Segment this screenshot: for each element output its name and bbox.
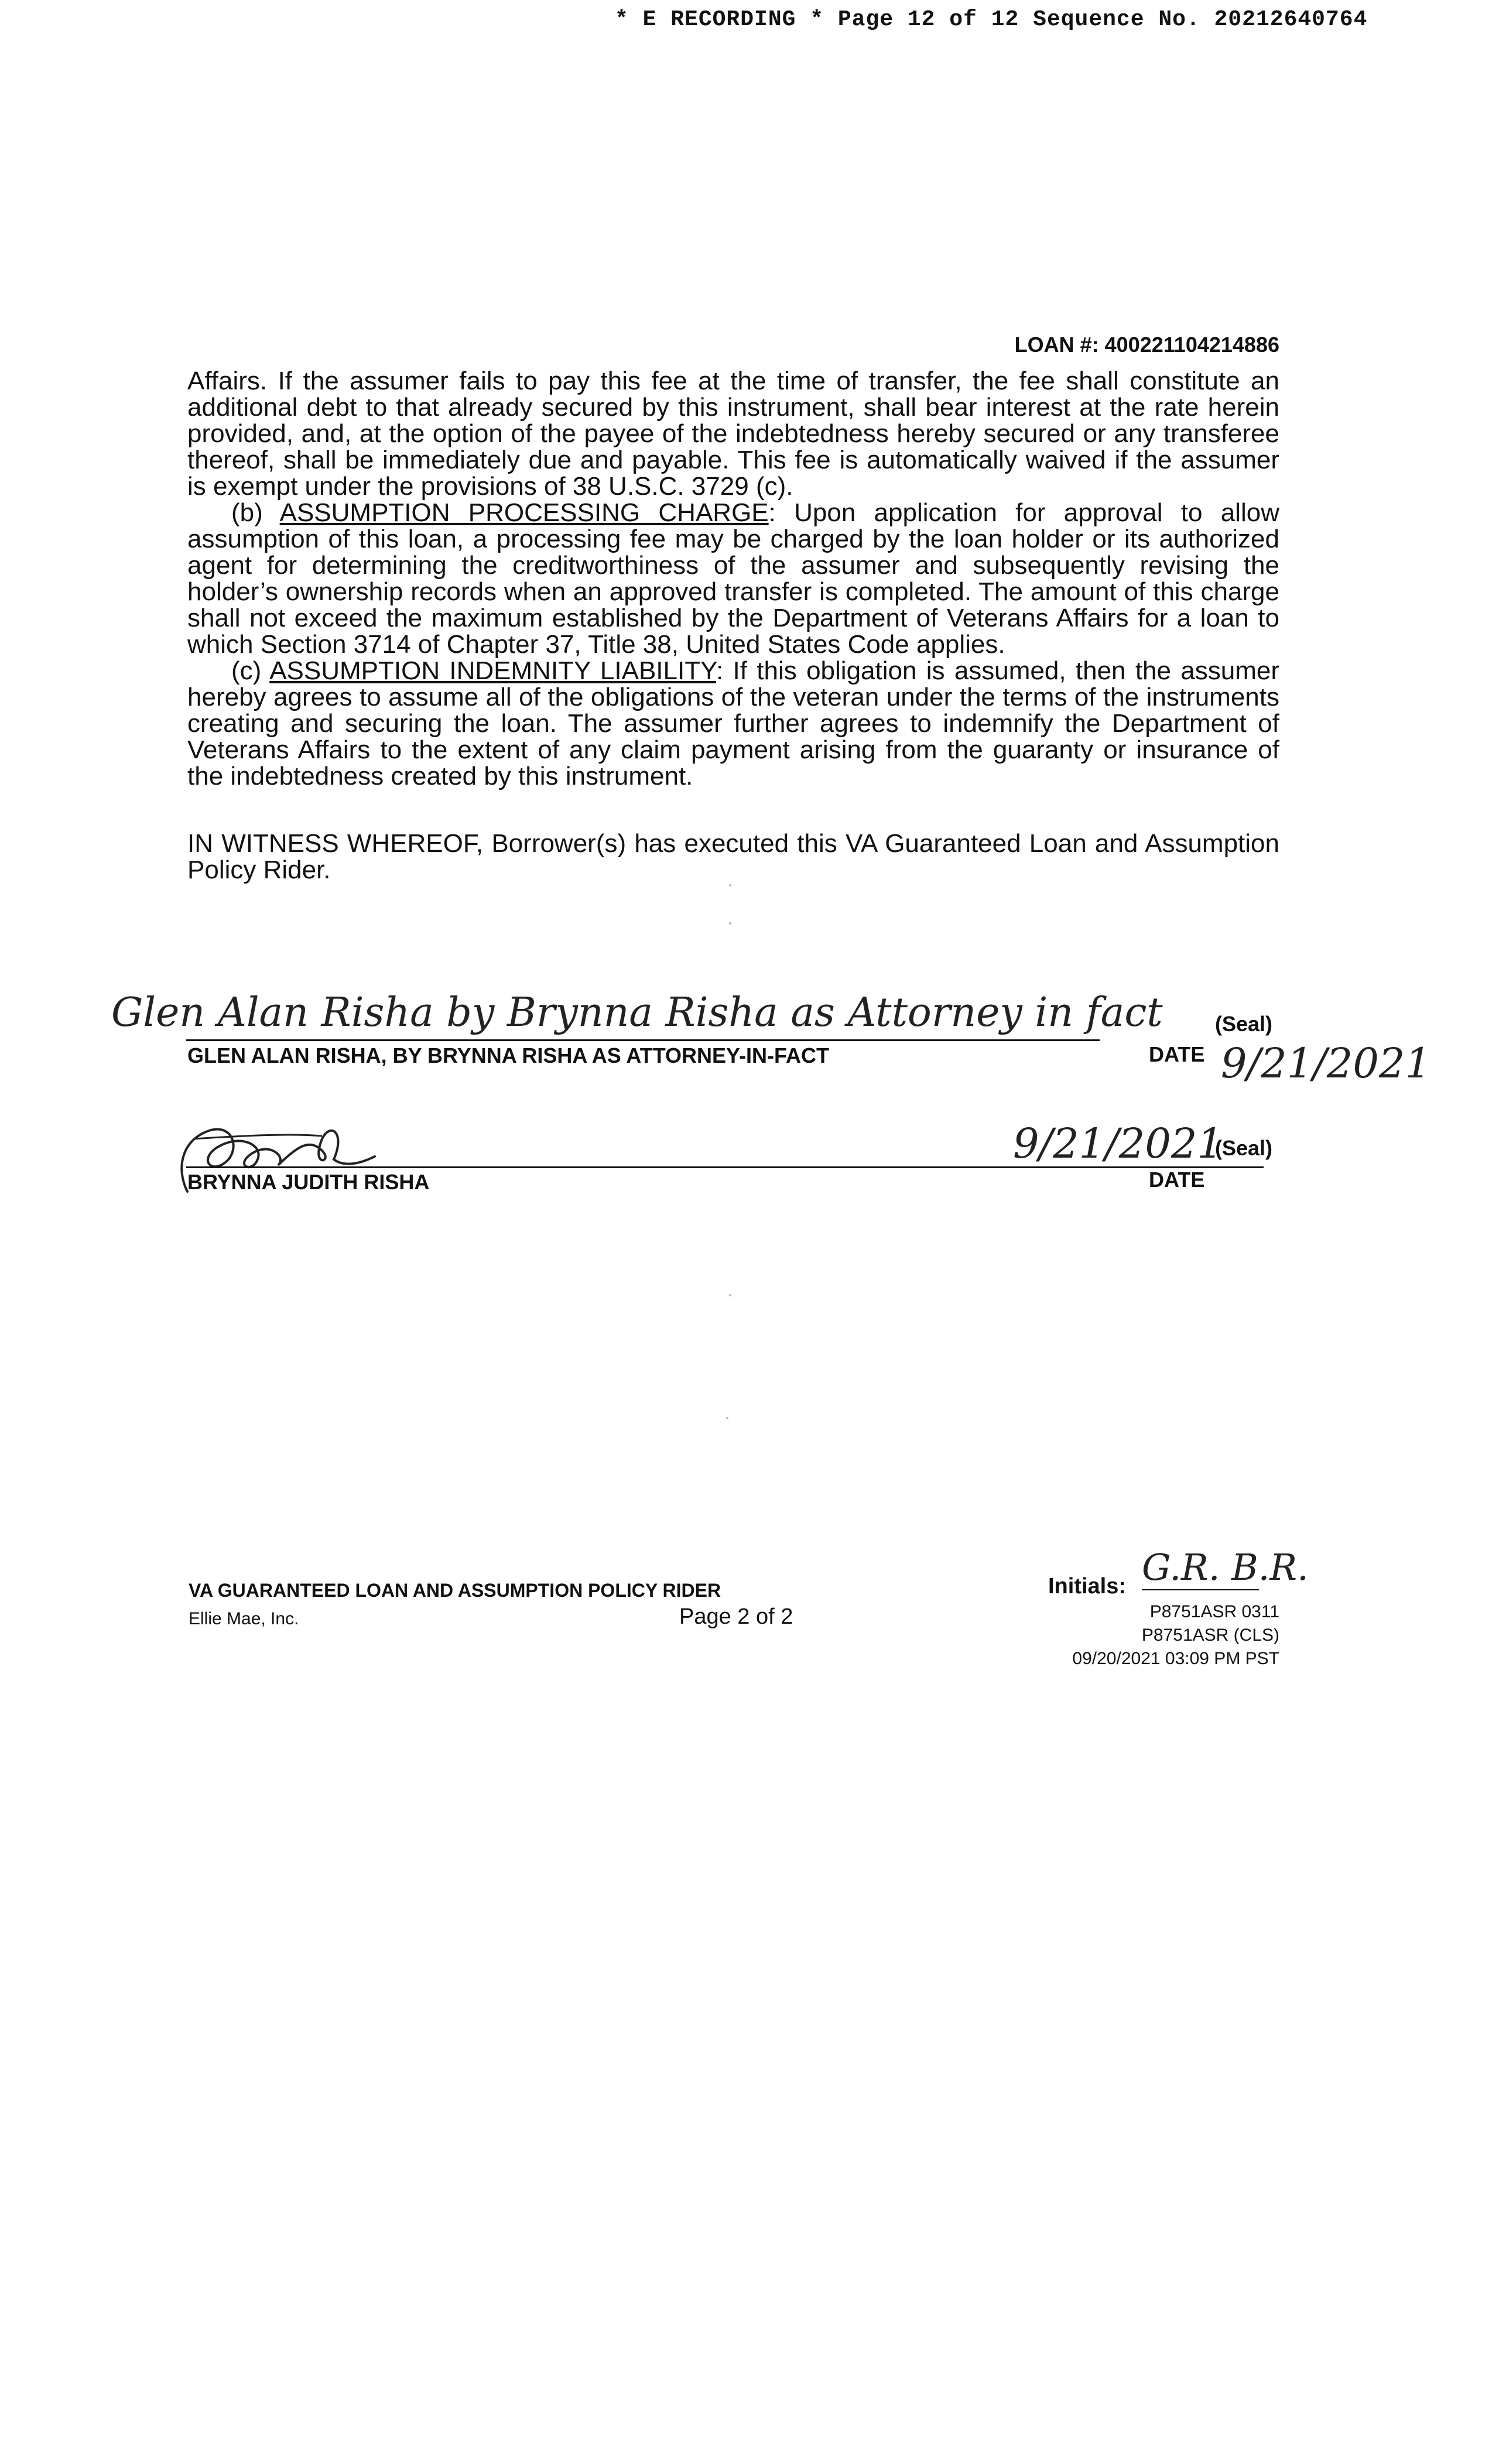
print-timestamp: 09/20/2021 03:09 PM PST [1072, 1649, 1279, 1668]
signer-name-glen: GLEN ALAN RISHA, BY BRYNNA RISHA AS ATTORNEY-IN-FACT [187, 1043, 830, 1067]
form-code-2: P8751ASR (CLS) [1141, 1625, 1279, 1645]
page-number: Page 2 of 2 [679, 1604, 793, 1629]
date-handwritten-brynna: 9/21/2021 [1013, 1120, 1223, 1168]
heading-indemnity-liability: ASSUMPTION INDEMNITY LIABILITY [269, 656, 717, 685]
initials-handwritten: G.R. B.R. [1142, 1546, 1309, 1589]
heading-processing-charge: ASSUMPTION PROCESSING CHARGE [279, 498, 769, 527]
loan-number [1015, 333, 1279, 357]
scan-speck [729, 884, 731, 887]
seal-label-brynna: (Seal) [1215, 1136, 1273, 1160]
loan-label: LOAN #: [1014, 333, 1099, 357]
loan-value: 400221104214886 [1104, 333, 1279, 357]
recording-header: * E RECORDING * Page 12 of 12 Sequence No. 20212640764 [615, 7, 1368, 32]
signature-glen-handwritten: Glen Alan Risha by Brynna Risha as Attorney in fact [111, 990, 1163, 1036]
scan-speck [726, 1417, 728, 1419]
paragraph-b-text: : Upon application for approval to allow assumption of this loan, a processing fee may be charged by the loan holder or its authorized agent for determining the creditworthiness of the assumer and subsequently revising the holder’s ownership records when an approved transfer is completed. The amount of this charge shall not exceed the maximum established by the Department of Veterans Affairs for a loan to which Section 3714 of Chapter 37, Title 38, United States Code applies. [187, 498, 1279, 659]
signer-name-brynna: BRYNNA JUDITH RISHA [187, 1170, 430, 1194]
paragraph-b-prefix: (b) [231, 498, 280, 527]
company-name: Ellie Mae, Inc. [189, 1609, 299, 1628]
date-label-brynna: DATE [1149, 1168, 1205, 1192]
initials-line [1142, 1589, 1259, 1590]
rider-body [187, 368, 1279, 789]
initials-label: Initials: [1048, 1574, 1127, 1599]
witness-clause: IN WITNESS WHEREOF, Borrower(s) has executed this VA Guaranteed Loan and Assumption Policy Rider. [187, 829, 1279, 884]
form-title: VA GUARANTEED LOAN AND ASSUMPTION POLICY RIDER [189, 1580, 721, 1601]
paragraph-b [187, 499, 1279, 658]
paragraph-c-prefix: (c) [231, 656, 270, 685]
form-code-1: P8751ASR 0311 [1149, 1602, 1279, 1621]
paragraph-c-text: : If this obligation is assumed, then the assumer hereby agrees to assume all of the obligations of the veteran under the terms of the instruments creating and securing the loan. The assumer further agrees to indemnify the Department of Veterans Affairs to the extent of any claim payment arising from the guaranty or insurance of the indebtedness created by this instrument. [187, 656, 1280, 790]
signature-line-glen [186, 1039, 1100, 1041]
date-label-glen: DATE [1149, 1042, 1205, 1066]
scan-speck [729, 922, 731, 925]
scan-speck [729, 1294, 731, 1296]
seal-label-glen: (Seal) [1215, 1012, 1273, 1036]
date-handwritten-glen: 9/21/2021 [1221, 1039, 1431, 1087]
paragraph-affairs: Affairs. If the assumer fails to pay this fee at the time of transfer, the fee shall constitute an additional debt to that already secured by this instrument, shall bear interest at the rate herein provided, and, at the option of the payee of the indebtedness hereby secured or any transferee thereof, shall be immediately due and payable. This fee is automatically waived if the assumer is exempt under the provisions of 38 U.S.C. 3729 (c). [187, 367, 1279, 501]
paragraph-c [187, 658, 1279, 789]
